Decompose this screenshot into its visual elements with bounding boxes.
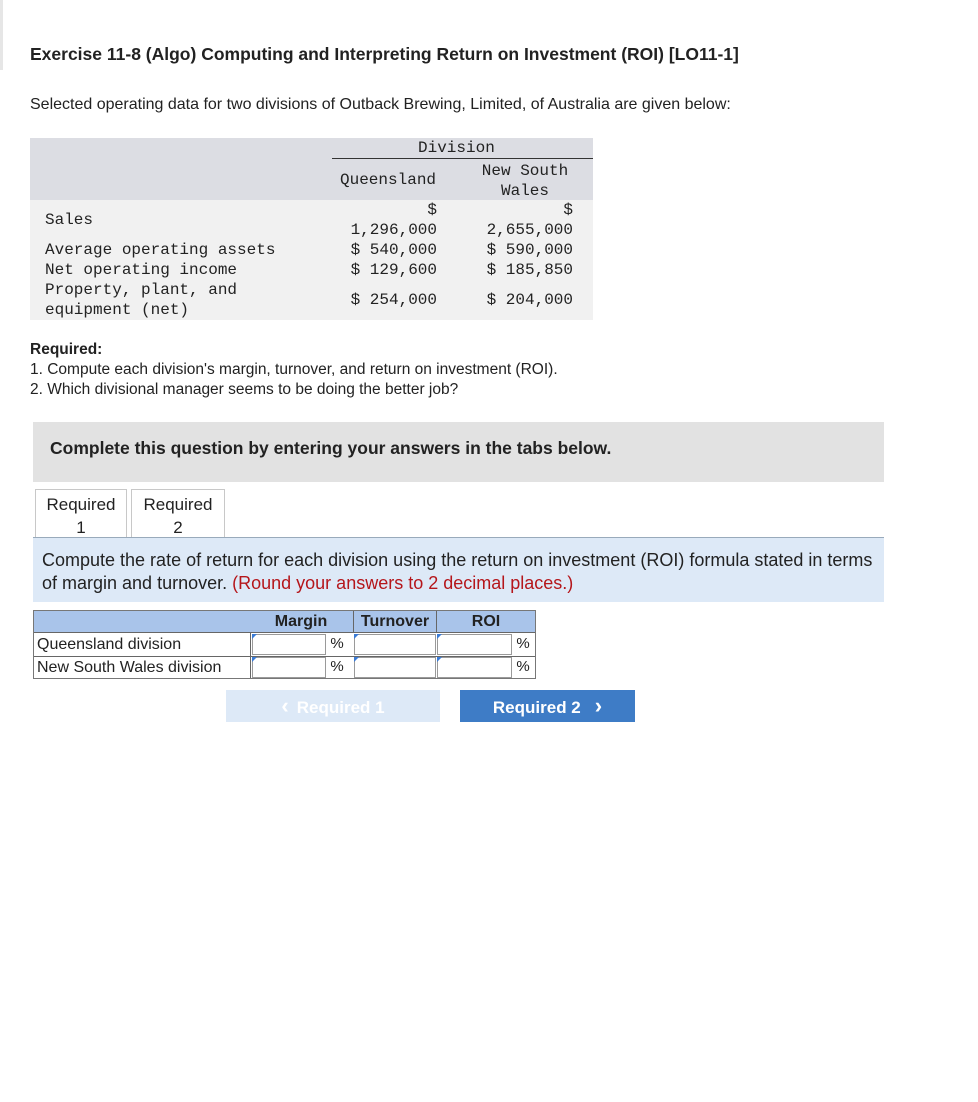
row-label-new-south-wales: New South Wales division (37, 659, 222, 676)
input-marker-icon (437, 634, 442, 639)
header-roi: ROI (471, 613, 501, 630)
prev-button-label: Required 1 (296, 698, 385, 717)
row-label-ppe-line1: Property, plant, and (45, 281, 238, 299)
sales-q-value: 1,296,000 (350, 221, 437, 239)
nsw-turnover-input[interactable] (354, 657, 436, 678)
tab-required-2[interactable] (131, 489, 225, 539)
input-marker-icon (354, 634, 359, 639)
instructions-banner (33, 422, 884, 482)
header-turnover: Turnover (360, 613, 430, 630)
nsw-margin-pct: % (330, 658, 344, 675)
col-new-south-wales (470, 161, 580, 201)
tab-required-1-line2: 1 (76, 518, 86, 537)
sales-n-dollar: $ (563, 201, 573, 219)
input-marker-icon (354, 657, 359, 662)
intro-text: Selected operating data for two divisions of Outback Brewing, Limited, of Australia are given below: (30, 96, 731, 113)
required-item-1: 1. Compute each division's margin, turnover, and return on investment (ROI). (30, 361, 558, 378)
ppe-q: $ 254,000 (350, 291, 437, 309)
queensland-margin-pct: % (330, 635, 344, 652)
grid-rule-v1 (250, 633, 251, 678)
noi-q: $ 129,600 (350, 261, 437, 279)
queensland-roi-input[interactable] (437, 634, 512, 655)
left-edge-bar (0, 0, 3, 70)
input-marker-icon (252, 657, 257, 662)
col-nsw-line2: Wales (500, 182, 549, 200)
row-label-noi: Net operating income (45, 261, 238, 279)
ppe-n: $ 204,000 (486, 291, 573, 309)
tab-required-2-line2: 2 (173, 518, 183, 537)
prompt-text-wrap (42, 549, 882, 595)
required-section (30, 340, 558, 400)
next-button-label: Required 2 (492, 698, 581, 717)
exercise-title: Exercise 11-8 (Algo) Computing and Interpreting Return on Investment (ROI) [LO11-1] (30, 44, 739, 64)
sales-n-value: 2,655,000 (486, 221, 573, 239)
division-header: Division (418, 139, 495, 157)
col-nsw-line1: New South (481, 162, 569, 180)
col-queensland: Queensland (340, 171, 437, 189)
input-marker-icon (252, 634, 257, 639)
row-label-avg-assets: Average operating assets (45, 241, 276, 259)
next-required-2-button[interactable] (460, 690, 635, 722)
queensland-margin-input[interactable] (252, 634, 326, 655)
required-item-2: 2. Which divisional manager seems to be doing the better job? (30, 381, 459, 398)
nsw-margin-input[interactable] (252, 657, 326, 678)
banner-text: Complete this question by entering your answers in the tabs below. (50, 438, 612, 458)
avg-assets-n: $ 590,000 (486, 241, 573, 259)
required-heading: Required: (30, 341, 103, 358)
avg-assets-q: $ 540,000 (350, 241, 437, 259)
nsw-roi-pct: % (516, 658, 530, 675)
prompt-main: Compute the rate of return for each division using the return on investment (ROI) formula stated in terms of margin and turnover. (42, 550, 873, 593)
prev-required-1-button[interactable] (226, 690, 440, 722)
tab-required-1[interactable] (35, 489, 127, 539)
chevron-right-icon: › (594, 693, 603, 718)
input-marker-icon (437, 657, 442, 662)
noi-n: $ 185,850 (486, 261, 573, 279)
prompt-rounding-note: (Round your answers to 2 decimal places.) (232, 573, 574, 593)
grid-rule-h1 (34, 632, 535, 633)
row-label-ppe-line2: equipment (net) (45, 301, 190, 319)
header-margin: Margin (274, 613, 328, 630)
queensland-roi-pct: % (516, 635, 530, 652)
row-label-queensland: Queensland division (37, 636, 182, 653)
chevron-left-icon: ‹ (281, 693, 289, 718)
queensland-turnover-input[interactable] (354, 634, 436, 655)
row-label-sales: Sales (45, 211, 94, 229)
tab-required-1-line1: Required (46, 495, 116, 514)
sales-q-dollar: $ (427, 201, 437, 219)
tab-required-2-line1: Required (143, 495, 213, 514)
nsw-roi-input[interactable] (437, 657, 512, 678)
division-header-rule (332, 158, 593, 159)
question-prompt (33, 538, 884, 602)
